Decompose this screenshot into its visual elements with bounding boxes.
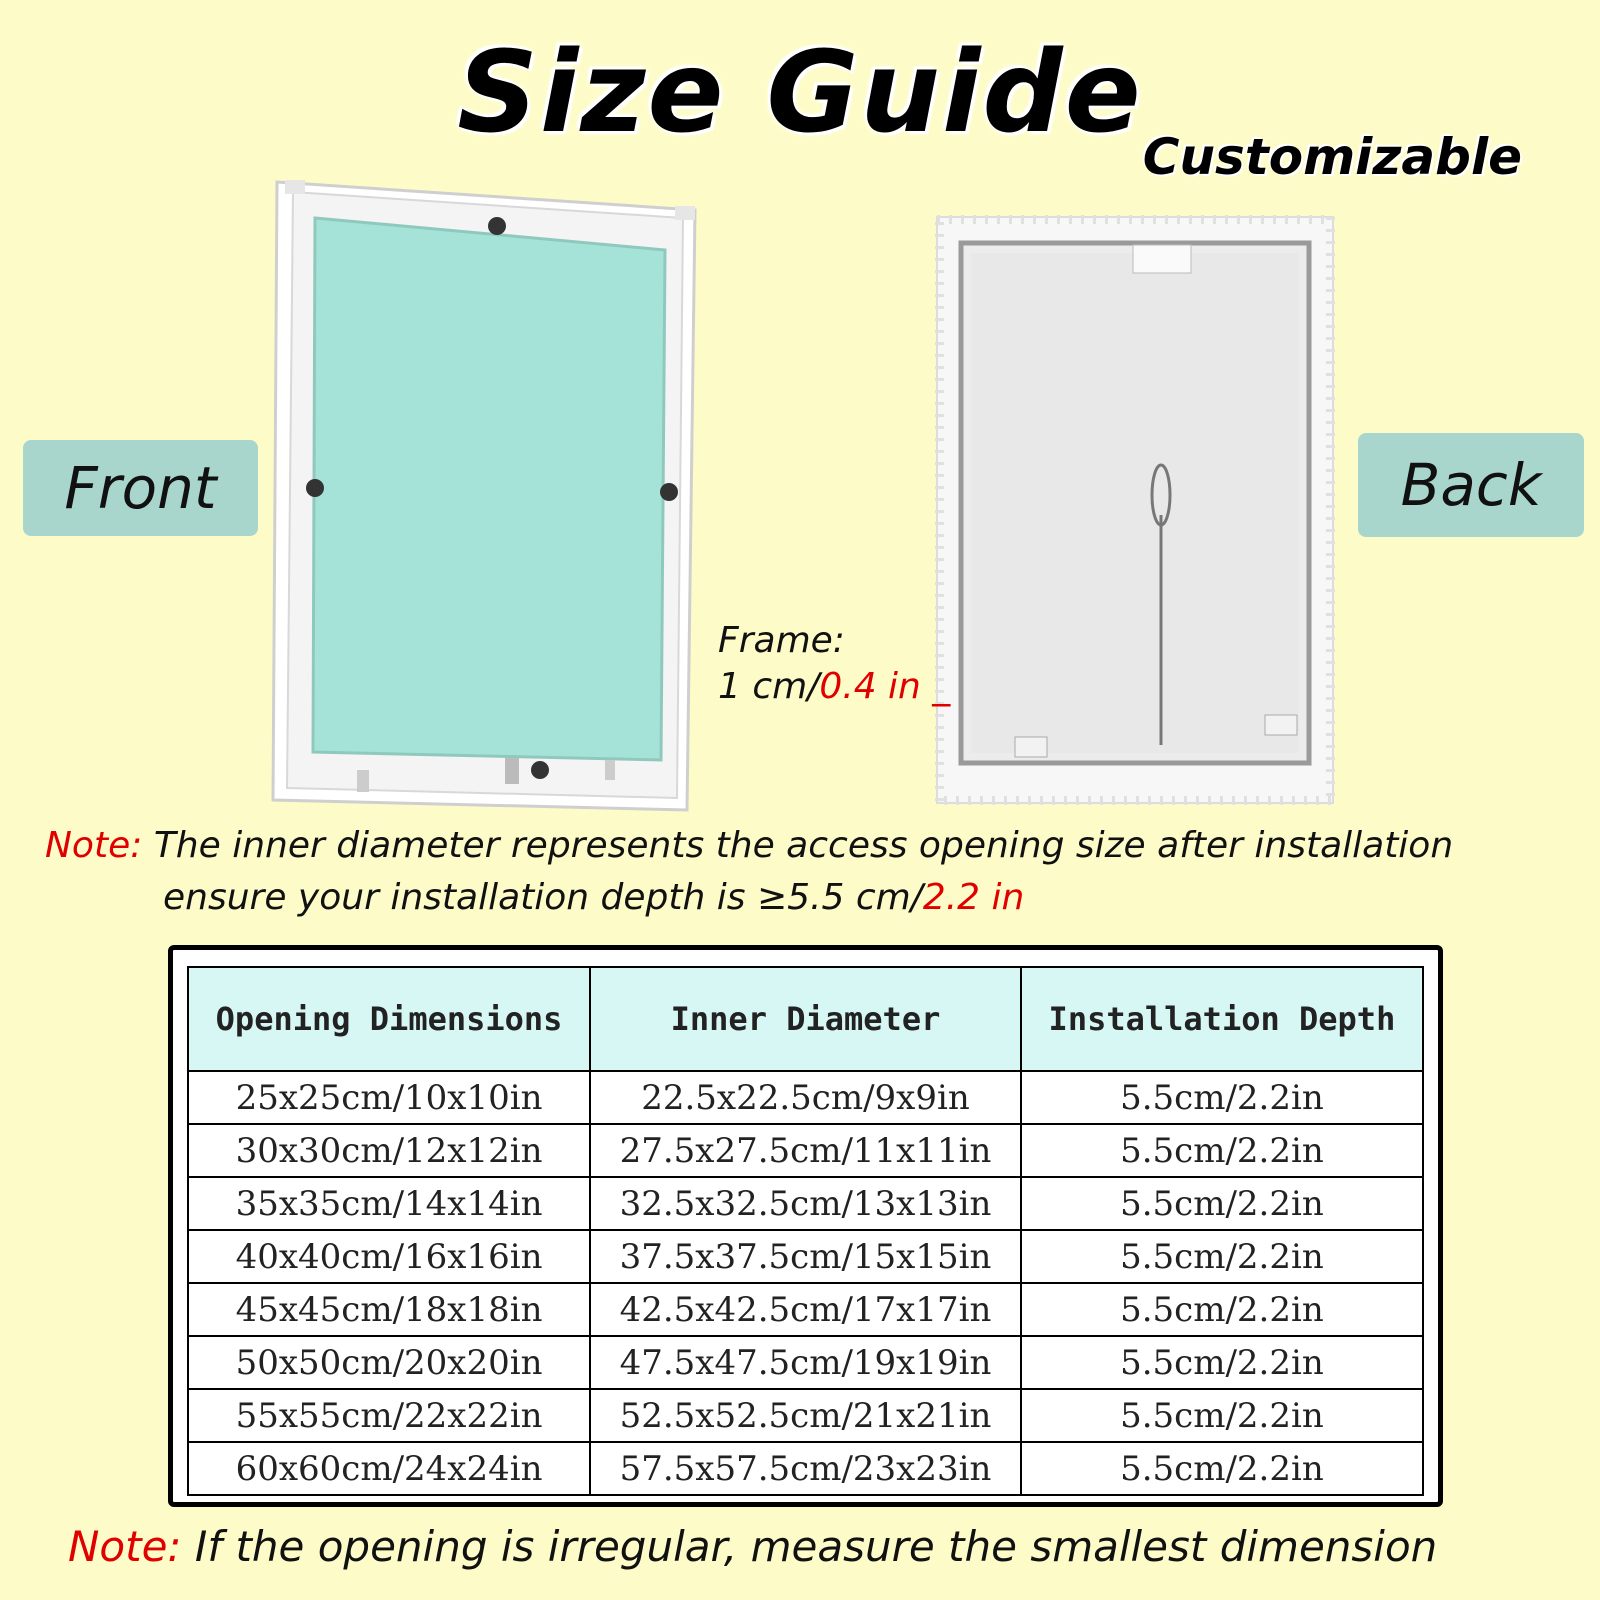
table-cell: 22.5x22.5cm/9x9in (590, 1071, 1021, 1124)
table-row (188, 1442, 1423, 1495)
screw-icon (531, 761, 549, 779)
table-cell: 32.5x32.5cm/13x13in (590, 1177, 1021, 1230)
note2-prefix: Note: (68, 1522, 182, 1571)
screw-icon (660, 483, 678, 501)
table-cell: 37.5x37.5cm/15x15in (590, 1230, 1021, 1283)
back-panel-image (935, 215, 1335, 805)
subtitle: Customizable (1142, 128, 1522, 186)
table-cell: 60x60cm/24x24in (188, 1442, 590, 1495)
table-cell: 57.5x57.5cm/23x23in (590, 1442, 1021, 1495)
table-row (188, 1071, 1423, 1124)
table-row (188, 1124, 1423, 1177)
table-cell: 5.5cm/2.2in (1021, 1283, 1423, 1336)
table-cell: 45x45cm/18x18in (188, 1283, 590, 1336)
header-inner-diameter: Inner Diameter (590, 967, 1021, 1071)
page-title: Size Guide (457, 28, 1143, 158)
table-cell: 5.5cm/2.2in (1021, 1442, 1423, 1495)
table-cell: 42.5x42.5cm/17x17in (590, 1283, 1021, 1336)
table-cell: 35x35cm/14x14in (188, 1177, 590, 1230)
table-row (188, 1336, 1423, 1389)
table-cell: 27.5x27.5cm/11x11in (590, 1124, 1021, 1177)
irregular-opening-note (68, 1522, 1437, 1571)
table-row (188, 1177, 1423, 1230)
frame-note: Frame: 1 cm/0.4 in _ (718, 620, 951, 707)
table-cell: 30x30cm/12x12in (188, 1124, 590, 1177)
front-panel-image (265, 170, 715, 820)
note-line2: ensure your installation depth is ≥5.5 cm/ (163, 877, 923, 918)
installation-note (45, 820, 1575, 924)
table-cell: 5.5cm/2.2in (1021, 1230, 1423, 1283)
table-row (188, 1389, 1423, 1442)
table-cell: 50x50cm/20x20in (188, 1336, 590, 1389)
table-cell: 5.5cm/2.2in (1021, 1336, 1423, 1389)
table-cell: 25x25cm/10x10in (188, 1071, 590, 1124)
table-cell: 47.5x47.5cm/19x19in (590, 1336, 1021, 1389)
note-line1: The inner diameter represents the access opening size after installation (153, 825, 1454, 866)
note-prefix: Note: (45, 825, 143, 866)
table-row (188, 1283, 1423, 1336)
size-table (187, 966, 1424, 1496)
size-table-container (168, 945, 1443, 1507)
table-cell: 5.5cm/2.2in (1021, 1071, 1423, 1124)
table-cell: 52.5x52.5cm/21x21in (590, 1389, 1021, 1442)
frame-note-metric: 1 cm/ (718, 666, 820, 707)
table-cell: 5.5cm/2.2in (1021, 1124, 1423, 1177)
frame-note-imperial: 0.4 in (819, 666, 921, 707)
table-cell: 55x55cm/22x22in (188, 1389, 590, 1442)
table-cell: 5.5cm/2.2in (1021, 1177, 1423, 1230)
table-cell: 40x40cm/16x16in (188, 1230, 590, 1283)
header-installation-depth: Installation Depth (1021, 967, 1423, 1071)
screw-icon (488, 217, 506, 235)
frame-note-label: Frame: (718, 620, 845, 661)
screw-icon (306, 479, 324, 497)
note2-text: If the opening is irregular, measure the smallest dimension (181, 1522, 1438, 1571)
note-line2-imperial: 2.2 in (922, 877, 1025, 918)
front-label: Front (23, 440, 258, 536)
table-header-row (188, 967, 1423, 1071)
table-row (188, 1230, 1423, 1283)
back-label: Back (1358, 433, 1584, 537)
table-cell: 5.5cm/2.2in (1021, 1389, 1423, 1442)
header-opening-dimensions: Opening Dimensions (188, 967, 590, 1071)
